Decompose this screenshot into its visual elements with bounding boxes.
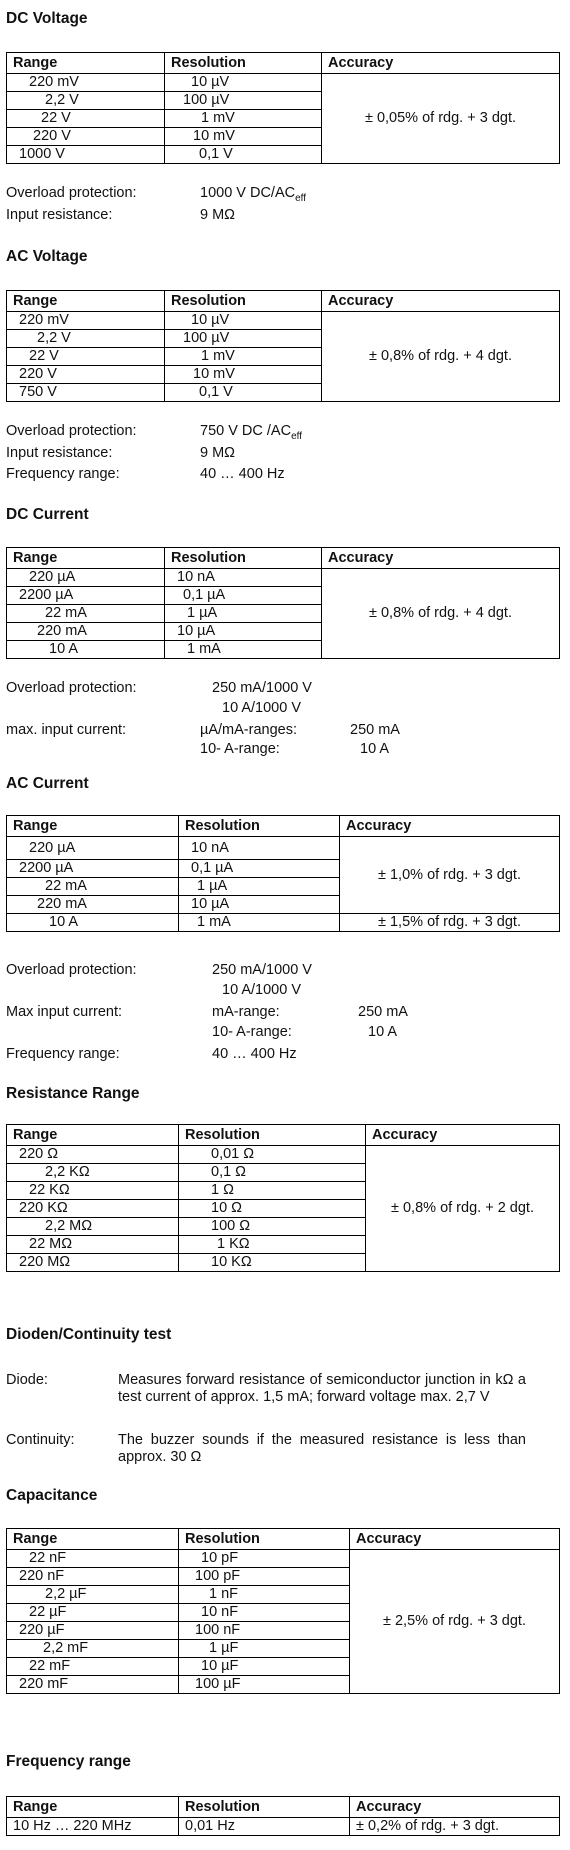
overload-value: 250 mA/1000 V bbox=[212, 962, 312, 978]
resolution-cell: 0,1 V bbox=[165, 146, 322, 164]
resolution-cell: 100 pF bbox=[179, 1568, 350, 1586]
max-input-range-value: 10 A bbox=[360, 741, 390, 757]
accuracy-cell: ± 0,2% of rdg. + 3 dgt. bbox=[350, 1818, 560, 1836]
header-resolution: Resolution bbox=[165, 548, 322, 569]
resolution-cell: 10 nA bbox=[165, 569, 322, 587]
table-row bbox=[7, 1146, 560, 1164]
table-row bbox=[7, 837, 560, 860]
ac-current-table bbox=[6, 815, 560, 932]
capacitance-table bbox=[6, 1528, 560, 1694]
table-row bbox=[7, 1818, 560, 1836]
resolution-cell: 1 Ω bbox=[179, 1182, 366, 1200]
resolution-cell: 0,01 Hz bbox=[179, 1818, 350, 1836]
header-accuracy: Accuracy bbox=[322, 291, 560, 312]
range-cell: 2,2 KΩ bbox=[7, 1164, 179, 1182]
resistance-table bbox=[6, 1124, 560, 1272]
header-accuracy: Accuracy bbox=[366, 1125, 560, 1146]
frequency-range-value: 40 … 400 Hz bbox=[212, 1046, 297, 1062]
resolution-cell: 10 Ω bbox=[179, 1200, 366, 1218]
table-header-row bbox=[7, 816, 560, 837]
range-cell: 22 mF bbox=[7, 1658, 179, 1676]
range-cell: 22 mA bbox=[7, 605, 165, 623]
range-cell: 2,2 V bbox=[7, 330, 165, 348]
resolution-cell: 1 mV bbox=[165, 110, 322, 128]
max-input-range-label: µA/mA-ranges: bbox=[200, 722, 297, 738]
resolution-cell: 0,01 Ω bbox=[179, 1146, 366, 1164]
table-row bbox=[7, 312, 560, 330]
table-header-row bbox=[7, 1125, 560, 1146]
overload-label: Overload protection: bbox=[6, 962, 137, 978]
accuracy-cell: ± 1,5% of rdg. + 3 dgt. bbox=[340, 914, 560, 932]
table-row bbox=[7, 914, 560, 932]
resolution-cell: 10 µV bbox=[165, 312, 322, 330]
header-resolution: Resolution bbox=[179, 816, 340, 837]
max-input-range-label: 10- A-range: bbox=[200, 741, 280, 757]
header-accuracy: Accuracy bbox=[322, 548, 560, 569]
max-input-current-label: max. input current: bbox=[6, 722, 127, 738]
max-input-range-value: 250 mA bbox=[350, 722, 400, 738]
resolution-cell: 100 µV bbox=[165, 92, 322, 110]
overload-value: 1000 V $DC/AC_{eff}$ bbox=[200, 185, 307, 204]
resolution-cell: 10 pF bbox=[179, 1550, 350, 1568]
overload-value: 250 mA/1000 V bbox=[212, 680, 312, 696]
table-header-row bbox=[7, 548, 560, 569]
table-header-row bbox=[7, 291, 560, 312]
overload-label: Overload protection: bbox=[6, 185, 137, 201]
continuity-label: Continuity: bbox=[6, 1432, 75, 1448]
ac-voltage-title: AC Voltage bbox=[6, 248, 88, 265]
range-cell: 220 mA bbox=[7, 623, 165, 641]
range-cell: 220 Ω bbox=[7, 1146, 179, 1164]
range-cell: 2,2 mF bbox=[7, 1640, 179, 1658]
table-row bbox=[7, 74, 560, 92]
resolution-cell: 10 µA bbox=[165, 623, 322, 641]
range-cell: 2,2 MΩ bbox=[7, 1218, 179, 1236]
accuracy-cell: ± 0,8% of rdg. + 2 dgt. bbox=[366, 1146, 560, 1272]
range-cell: 220 mA bbox=[7, 896, 179, 914]
range-cell: 2200 µA bbox=[7, 587, 165, 605]
continuity-description: The buzzer sounds if the measured resistance is less than approx. 30 Ω bbox=[118, 1432, 526, 1465]
resistance-title: Resistance Range bbox=[6, 1085, 140, 1102]
header-resolution: Resolution bbox=[165, 53, 322, 74]
resolution-cell: 10 mV bbox=[165, 366, 322, 384]
resolution-cell: 0,1 µA bbox=[165, 587, 322, 605]
capacitance-title: Capacitance bbox=[6, 1487, 98, 1504]
max-input-range-value: 10 A bbox=[368, 1024, 398, 1040]
input-resistance-value: 9 MΩ bbox=[200, 207, 236, 223]
accuracy-cell: ± 0,8% of rdg. + 4 dgt. bbox=[322, 569, 560, 659]
range-cell: 750 V bbox=[7, 384, 165, 402]
resolution-cell: 10 nF bbox=[179, 1604, 350, 1622]
max-input-range-label: 10- A-range: bbox=[212, 1024, 292, 1040]
range-cell: 220 nF bbox=[7, 1568, 179, 1586]
resolution-cell: 0,1 V bbox=[165, 384, 322, 402]
resolution-cell: 100 µV bbox=[165, 330, 322, 348]
range-cell: 220 µA bbox=[7, 837, 179, 860]
range-cell: 220 V bbox=[7, 128, 165, 146]
dc-current-table bbox=[6, 547, 560, 659]
accuracy-cell: ± 0,05% of rdg. + 3 dgt. bbox=[322, 74, 560, 164]
range-cell: 22 V bbox=[7, 348, 165, 366]
diode-label: Diode: bbox=[6, 1372, 48, 1388]
header-accuracy: Accuracy bbox=[350, 1797, 560, 1818]
header-resolution: Resolution bbox=[179, 1797, 350, 1818]
resolution-cell: 0,1 Ω bbox=[179, 1164, 366, 1182]
resolution-cell: 10 KΩ bbox=[179, 1254, 366, 1272]
dc-voltage-title: DC Voltage bbox=[6, 10, 88, 27]
range-cell: 10 A bbox=[7, 914, 179, 932]
header-accuracy: Accuracy bbox=[350, 1529, 560, 1550]
range-cell: 22 MΩ bbox=[7, 1236, 179, 1254]
resolution-cell: 10 µA bbox=[179, 896, 340, 914]
resolution-cell: 100 µF bbox=[179, 1676, 350, 1694]
table-row bbox=[7, 1550, 560, 1568]
frequency-range-label: Frequency range: bbox=[6, 466, 120, 482]
resolution-cell: 1 KΩ bbox=[179, 1236, 366, 1254]
resolution-cell: 1 mA bbox=[179, 914, 340, 932]
max-input-range-label: mA-range: bbox=[212, 1004, 280, 1020]
range-cell: 220 mV bbox=[7, 312, 165, 330]
table-header-row bbox=[7, 1797, 560, 1818]
header-range: Range bbox=[7, 1797, 179, 1818]
header-resolution: Resolution bbox=[179, 1125, 366, 1146]
frequency-title: Frequency range bbox=[6, 1753, 131, 1770]
dc-voltage-table bbox=[6, 52, 560, 164]
overload-label: Overload protection: bbox=[6, 680, 137, 696]
resolution-cell: 100 Ω bbox=[179, 1218, 366, 1236]
header-range: Range bbox=[7, 548, 165, 569]
range-cell: 220 mV bbox=[7, 74, 165, 92]
frequency-table bbox=[6, 1796, 560, 1836]
max-input-range-value: 250 mA bbox=[358, 1004, 408, 1020]
overload-label: Overload protection: bbox=[6, 423, 137, 439]
max-input-current-label: Max input current: bbox=[6, 1004, 123, 1020]
range-cell: 10 Hz … 220 MHz bbox=[7, 1818, 179, 1836]
accuracy-cell: ± 0,8% of rdg. + 4 dgt. bbox=[322, 312, 560, 402]
range-cell: 220 V bbox=[7, 366, 165, 384]
range-cell: 22 nF bbox=[7, 1550, 179, 1568]
table-row bbox=[7, 569, 560, 587]
accuracy-cell: ± 1,0% of rdg. + 3 dgt. bbox=[340, 837, 560, 914]
input-resistance-label: Input resistance: bbox=[6, 207, 113, 223]
input-resistance-label: Input resistance: bbox=[6, 445, 113, 461]
header-range: Range bbox=[7, 291, 165, 312]
range-cell: 220 mF bbox=[7, 1676, 179, 1694]
header-resolution: Resolution bbox=[165, 291, 322, 312]
range-cell: 22 V bbox=[7, 110, 165, 128]
diode-description: Measures forward resistance of semiconductor junction in kΩ a test current of approx. 1,5 mA; forward voltage max. 2,7 V bbox=[118, 1372, 526, 1405]
range-cell: 22 mA bbox=[7, 878, 179, 896]
range-cell: 220 µF bbox=[7, 1622, 179, 1640]
range-cell: 220 µA bbox=[7, 569, 165, 587]
range-cell: 22 µF bbox=[7, 1604, 179, 1622]
overload-value: 750 V DC $/AC_{eff}$ bbox=[200, 423, 303, 442]
header-accuracy: Accuracy bbox=[322, 53, 560, 74]
frequency-range-value: 40 … 400 Hz bbox=[200, 466, 285, 482]
header-range: Range bbox=[7, 53, 165, 74]
resolution-cell: 1 nF bbox=[179, 1586, 350, 1604]
range-cell: 22 KΩ bbox=[7, 1182, 179, 1200]
overload-value: 10 A/1000 V bbox=[222, 700, 302, 716]
ac-voltage-table bbox=[6, 290, 560, 402]
resolution-cell: 10 nA bbox=[179, 837, 340, 860]
resolution-cell: 1 mA bbox=[165, 641, 322, 659]
resolution-cell: 10 µV bbox=[165, 74, 322, 92]
table-header-row bbox=[7, 1529, 560, 1550]
resolution-cell: 10 mV bbox=[165, 128, 322, 146]
range-cell: 1000 V bbox=[7, 146, 165, 164]
resolution-cell: 1 µA bbox=[165, 605, 322, 623]
resolution-cell: 100 nF bbox=[179, 1622, 350, 1640]
resolution-cell: 1 µF bbox=[179, 1640, 350, 1658]
range-cell: 2,2 µF bbox=[7, 1586, 179, 1604]
accuracy-cell: ± 2,5% of rdg. + 3 dgt. bbox=[350, 1550, 560, 1694]
frequency-range-label: Frequency range: bbox=[6, 1046, 120, 1062]
header-accuracy: Accuracy bbox=[340, 816, 560, 837]
range-cell: 2200 µA bbox=[7, 860, 179, 878]
header-range: Range bbox=[7, 1529, 179, 1550]
resolution-cell: 1 µA bbox=[179, 878, 340, 896]
table-header-row bbox=[7, 53, 560, 74]
header-range: Range bbox=[7, 816, 179, 837]
input-resistance-value: 9 MΩ bbox=[200, 445, 236, 461]
dc-current-title: DC Current bbox=[6, 506, 89, 523]
resolution-cell: 10 µF bbox=[179, 1658, 350, 1676]
diode-title: Dioden/Continuity test bbox=[6, 1326, 172, 1343]
range-cell: 2,2 V bbox=[7, 92, 165, 110]
resolution-cell: 1 mV bbox=[165, 348, 322, 366]
resolution-cell: 0,1 µA bbox=[179, 860, 340, 878]
range-cell: 220 KΩ bbox=[7, 1200, 179, 1218]
range-cell: 220 MΩ bbox=[7, 1254, 179, 1272]
header-range: Range bbox=[7, 1125, 179, 1146]
overload-value: 10 A/1000 V bbox=[222, 982, 302, 998]
ac-current-title: AC Current bbox=[6, 775, 89, 792]
range-cell: 10 A bbox=[7, 641, 165, 659]
header-resolution: Resolution bbox=[179, 1529, 350, 1550]
